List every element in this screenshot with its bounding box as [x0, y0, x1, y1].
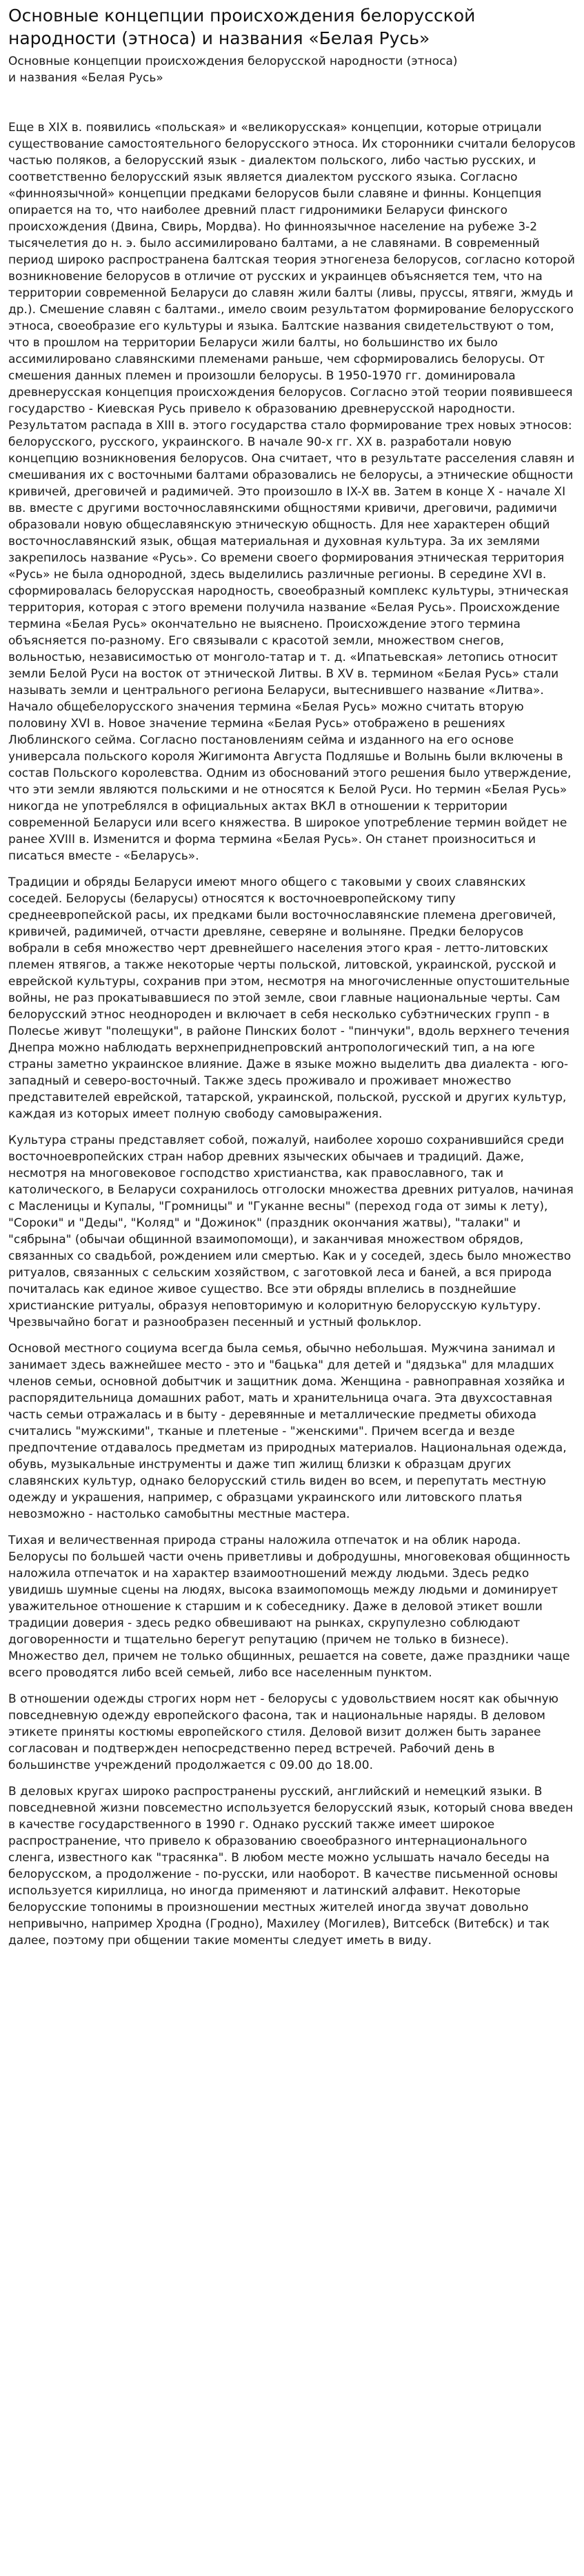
paragraph-character: Тихая и величественная природа страны наложила отпечаток и на облик народа. Белорусы по большей части очень приветливы и добродушны, многовековая общинность наложила отпечаток и на характер взаимоотношений между людьми. Здесь редко увидишь шумные сцены на людях, высока взаимопомощь между людьми и доминирует уважительное отношение к старшим и к собеседнику. Даже в деловой этикет вошли традиции доверия - здесь редко обвешивают на рынках, скрупулезно соблюдают договоренности и тщательно берегут репутацию (причем не только в бизнесе). Множество дел, причем не только общинных, решается на совете, даже праздники чаще всего проводятся либо всей семьей, либо все населенным пунктом. [8, 1534, 570, 1680]
paragraph-clothing-etiquette: В отношении одежды строгих норм нет - белорусы с удовольствием носят как обычную повседневную одежду европейского фасона, так и национальные наряды. В деловом этикете приняты костюмы европейского стиля. Деловой визит должен быть заранее согласован и подтвержден непосредственно перед встречей. Рабочий день в большинстве учреждений продолжается с 09.00 до 18.00. [8, 1692, 558, 1772]
page-title: Основные концепции происхождения белорусской народности (этноса) и названия «Белая Русь» [8, 6, 476, 48]
paragraph-traditions: Традиции и обряды Беларуси имеют много общего с таковыми у своих славянских соседей. Белорусы (беларусы) относятся к восточноевропейскому типу среднеевропейской расы, их предками были восточнославянские племена дреговичей, кривичей, радимичей, отчасти древляне, северяне и волыняне. Предки белорусов вобрали в себя множество черт древнейшего населения этого края - летто-литовских племен ятвягов, а также некоторые черты польской, литовской, украинской, русской и еврейской культуры, сохранив при этом, несмотря на многочисленные опустошительные войны, не раз прокатывавшиеся по этой земле, свои главные национальные черты. Сам белорусский этнос неоднороден и включает в себя несколько субэтнических групп - в Полесье живут "полещуки", в районе Пинских болот - "пинчуки", вдоль верхнего течения Днепра можно наблюдать верхнеприднепровский антропологический тип, а на юге страны заметно украинское влияние. Даже в языке можно выделить два диалекта - юго-западный и северо-восточный. Также здесь проживало и проживает множество представителей еврейской, татарской, украинской, польской, русской и других культур, каждая из которых имеет полную свободу самовыражения. [8, 875, 570, 1121]
paragraph-culture: Культура страны представляет собой, пожалуй, наиболее хорошо сохранившийся среди восточноевропейских стран набор древних языческих обычаев и традиций. Даже, несмотря на многовековое господство христианства, как православного, так и католического, в Беларуси сохранилось отголоски множества древних ритуалов, начиная с Масленицы и Купалы, "Громницы" и "Гуканне весны" (переход года от зимы к лету), "Сороки" и "Деды", "Коляд" и "Дожинок" (праздник окончания жатвы), "талаки" и "сябрына" (обычаи общинной взаимопомощи), и заканчивая множеством обрядов, связанных со свадьбой, рождением или смертью. Как и у соседей, здесь было множество ритуалов, связанных с сельским хозяйством, с заготовкой леса и баней, а вся природа почиталась как единое живое существо. Все эти обряды вплелись в позднейшие христианские ритуалы, образуя неповторимую и колоритную белорусскую культуру. Чрезвычайно богат и разнообразен песенный и устный фольклор. [8, 1133, 574, 1329]
article-subtitle: Основные концепции происхождения белорусской народности (этноса) и названия «Белая Русь» [8, 55, 458, 85]
paragraph-languages: В деловых кругах широко распространены русский, английский и немецкий языки. В повседневной жизни повсеместно используется белорусский язык, который снова введен в качестве государственного в 1990 г. Однако русский также имеет широкое распространение, что привело к образованию своеобразного интернационального сленга, известного как "трасянка". В любом месте можно услышать начало беседы на белорусском, а продолжение - по-русски, или наоборот. В качестве письменной основы используется кириллица, но иногда применяют и латинский алфавит. Некоторые белорусские топонимы в произношении местных жителей иногда звучат довольно непривычно, например Хродна (Гродно), Махилеу (Могилев), Витсебск (Витебск) и так далее, поэтому при общении такие моменты следует иметь в виду. [8, 1785, 574, 1948]
paragraph-family: Основой местного социума всегда была семья, обычно небольшая. Мужчина занимал и занимает здесь важнейшее место - это и "бацька" для детей и "дядзька" для младших членов семьи, основной добытчик и защитник дома. Женщина - равноправная хозяйка и распорядительница домашних работ, мать и хранительница очага. Эта двухсоставная часть семьи отражалась и в быту - деревянные и металлические предметы обихода считались "мужскими", тканые и плетеные - "женскими". Причем всегда и везде предпочтение отдавалось предметам из природных материалов. Национальная одежда, обувь, музыкальные инструменты и даже тип жилищ близки к образцам других славянских культур, однако белорусский стиль виден во всем, и перепутать местную одежду и украшения, например, с образцами украинского или литовского платья невозможно - настолько самобытны местные мастера. [8, 1342, 567, 1521]
paragraph-origin-concepts: Еще в XIX в. появились «польская» и «великорусская» концепции, которые отрицали существование самостоятельного белорусского этноса. Их сторонники считали белорусов частью поляков, а белорусский язык - диалектом польского, либо частью русских, и соответственно белорусский язык является диалектом русского языка. Согласно «финноязычной» концепции предками белорусов были славяне и финны. Концепция опирается на то, что наиболее древний пласт гидронимики Беларуси финского происхождения (Двина, Свирь, Мордва). Но финноязычное население на рубеже 3-2 тысячелетия до н. э. было ассимилировано балтами, а не славянами. В современный период широко распространена балтская теория этногенеза белорусов, согласно которой возникновение белорусов в отличие от русских и украинцев объясняется тем, что на территории современной Беларуси до славян жили балты (ливы, пруссы, ятвяги, жмудь и др.). Смешение славян с балтами., имело своим результатом формирование белорусского этноса, своеобразие его культуры и языка. Балтские названия свидетельствуют о том, что в прошлом на территории Беларуси жили балты, но большинство их было ассимилировано славянскими племенами раньше, чем сформировались белорусы. От смешения данных племен и произошли белорусы. В 1950-1970 гг. доминировала древнерусская концепция происхождения белорусов. Согласно этой теории появившееся государство - Киевская Русь привело к образованию древнерусской народности. Результатом распада в XIII в. этого государства стало формирование трех новых этносов: белорусского, русского, украинского. В начале 90-х гг. XX в. разработали новую концепцию возникновения белорусов. Она считает, что в результате расселения славян и смешивания их с восточными балтами образовались не белорусы, а этнические общности кривичей, дреговичей и радимичей. Это произошло в IX-X вв. Затем в конце X - начале XI вв. вместе с другими восточнославянскими общностями кривичи, дреговичи, радимичи образовали новую общеславянскую этническую общность. Для нее характерен общий восточнославянский язык, общая материальная и духовная культура. За их землями закрепилось название «Русь». Со времени своего формирования этническая территория «Русь» не была однородной, здесь выделились различные регионы. В середине XVI в. сформировалась белорусская народность, своеобразный комплекс культуры, этническая территория, которая с этого времени получила название «Белая Русь». Происхождение термина «Белая Русь» окончательно не выяснено. Происхождение этого термина объясняется по-разному. Его связывали с красотой земли, множеством снегов, вольностью, независимостью от монголо-татар и т. д. «Ипатьевская» летопись относит земли Белой Руси на восток от этнической Литвы. В XV в. термином «Белая Русь» стали называть земли и центрального региона Беларуси, вытеснившего название «Литва». Начало общебелорусского значения термина «Белая Русь» можно считать вторую половину XVI в. Новое значение термина «Белая Русь» отображено в решениях Люблинского сейма. Согласно постановлениям сейма и изданного на его основе универсала польского короля Жигимонта Августа Подляшье и Волынь были включены в состав Польского королевства. Одним из обоснований этого решения было утверждение, что эти земли являются польскими и не относятся к Белой Руси. Но термин «Белая Русь» никогда не употреблялся в официальных актах ВКЛ в отношении к территории современной Беларуси или всего княжества. В широкое употребление термин войдет не ранее XVIII в. Изменится и форма термина «Белая Русь». Он станет произноситься и писаться вместе - «Беларусь». [8, 121, 576, 863]
